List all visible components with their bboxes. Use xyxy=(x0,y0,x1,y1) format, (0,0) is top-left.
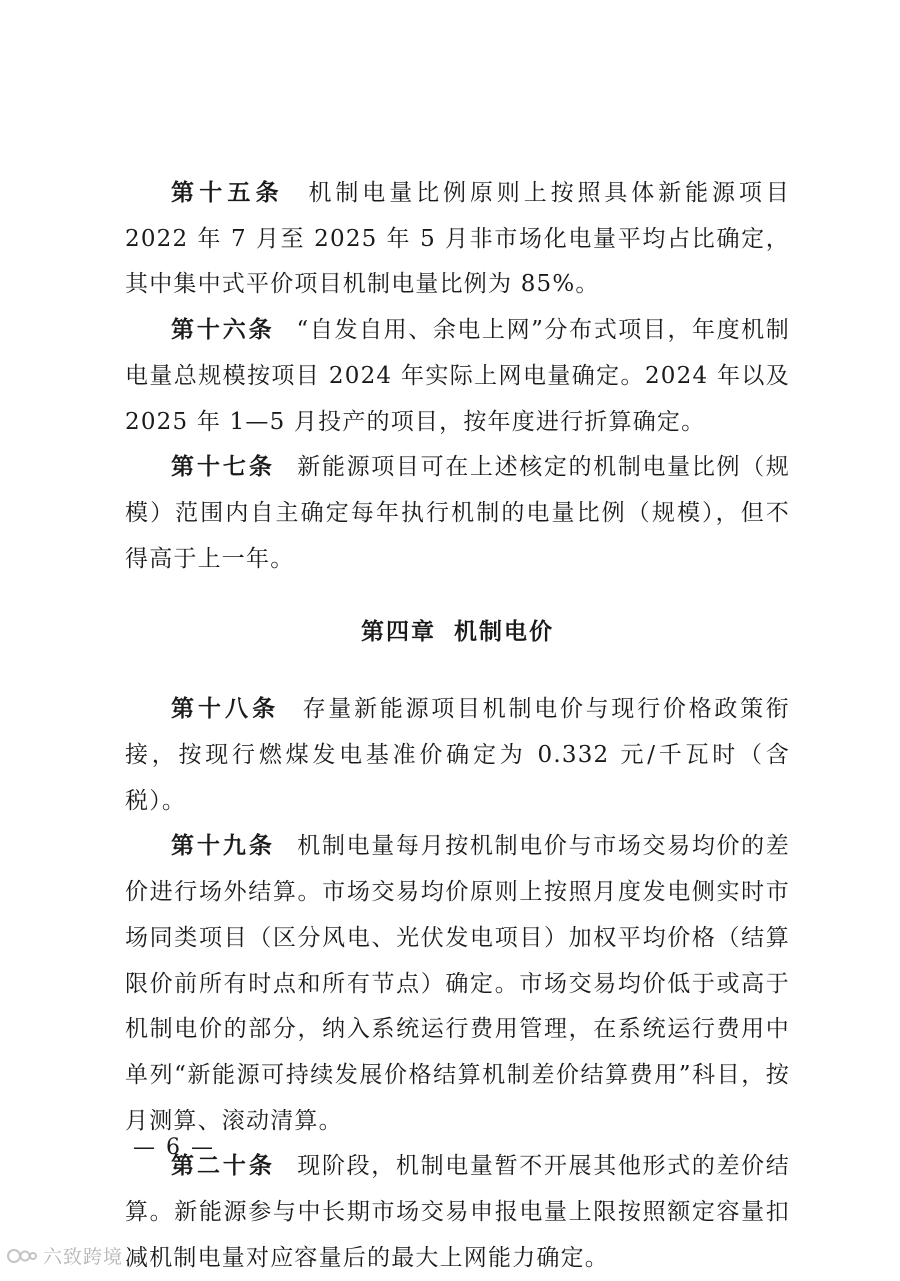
chapter-title: 机制电价 xyxy=(454,619,554,646)
article-number: 第十七条 xyxy=(171,454,275,481)
chapter-number: 第四章 xyxy=(361,619,436,646)
watermark xyxy=(6,1242,123,1269)
article-text: 存量新能源项目机制电价与现行价格政策衔接，按现行燃煤发电基准价确定为 0.332 元/千瓦时（含税）。 xyxy=(125,696,790,814)
article-text: 机制电量每月按机制电价与市场交易均价的差价进行场外结算。市场交易均价原则上按照月度发电侧实时市场同类项目（区分风电、光伏发电项目）加权平均价格（结算限价前所有时点和所有节点）确定。市场交易均价低于或高于机制电价的部分，纳入系统运行费用管理，在系统运行费用中单列“新能源可持续发展价格结算机制差价结算费用”科目，按月测算、滚动清算。 xyxy=(125,833,791,1134)
article-text: “自发自用、余电上网”分布式项目，年度机制电量总规模按项目 2024 年实际上网电量确定。2024 年以及 2025 年 1—5 月投产的项目，按年度进行折算确定。 xyxy=(125,317,790,435)
article-number: 第十九条 xyxy=(171,833,275,860)
article-15 xyxy=(125,171,790,308)
article-20 xyxy=(125,1144,790,1281)
document-body xyxy=(125,171,790,1281)
article-19 xyxy=(125,824,790,1144)
article-text: 现阶段，机制电量暂不开展其他形式的差价结算。新能源参与中长期市场交易申报电量上限按照额定容量扣减机制电量对应容量后的最大上网能力确定。 xyxy=(125,1153,791,1271)
article-16 xyxy=(125,308,790,445)
article-number: 第十六条 xyxy=(171,317,275,344)
chapter-heading xyxy=(125,610,790,655)
article-text: 机制电量比例原则上按照具体新能源项目 2022 年 7 月至 2025 年 5 月非市场化电量平均占比确定，其中集中式平价项目机制电量比例为 85%。 xyxy=(125,180,791,298)
article-number: 第十五条 xyxy=(171,180,284,206)
article-text: 新能源项目可在上述核定的机制电量比例（规模）范围内自主确定每年执行机制的电量比例（规模），但不得高于上一年。 xyxy=(125,454,791,572)
watermark-text: 六致跨境 xyxy=(43,1246,124,1268)
page-number: — 6 — xyxy=(133,1135,215,1160)
article-number: 第二十条 xyxy=(171,1153,275,1180)
article-18 xyxy=(125,687,790,824)
article-17 xyxy=(125,445,790,582)
article-number: 第十八条 xyxy=(171,696,280,723)
watermark-logo-icon xyxy=(6,1245,38,1267)
